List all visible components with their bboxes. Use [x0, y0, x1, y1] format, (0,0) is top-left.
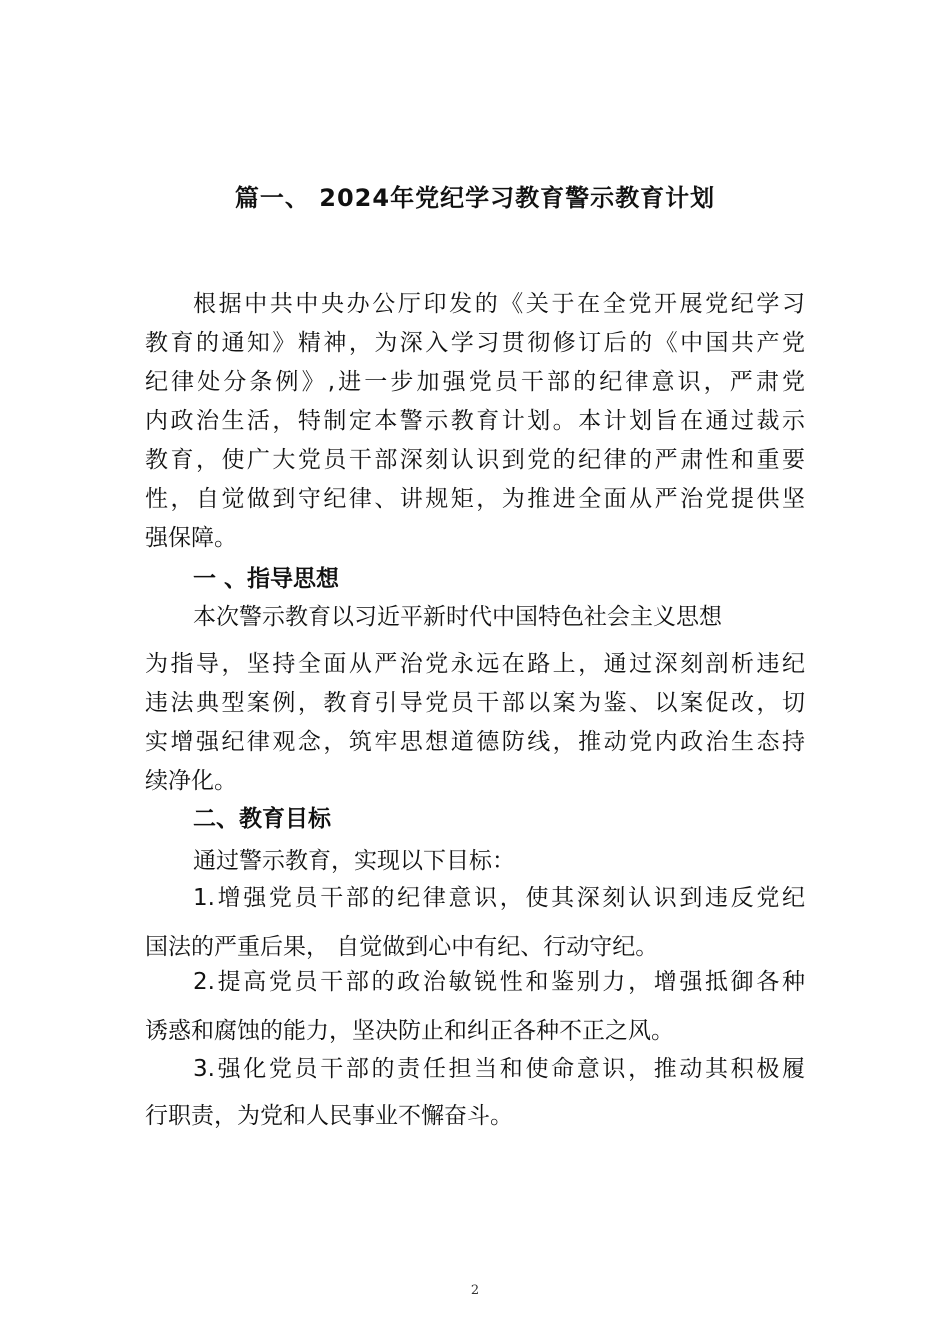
intro-line: 内政治生活，特制定本警示教育计划。本计划旨在通过裁示	[145, 408, 805, 434]
intro-line: 根据中共中央办公厅印发的《关于在全党开展党纪学习	[193, 291, 805, 317]
goal-item-2-cont: 诱惑和腐蚀的能力，坚决防止和纠正各种不正之风。	[145, 1018, 674, 1044]
intro-line: 教育的通知》精神，为深入学习贯彻修订后的《中国共产党	[145, 330, 805, 356]
section1-line: 违法典型案例，教育引导党员干部以案为鉴、以案促改，切	[145, 690, 805, 716]
section1-line: 续净化。	[145, 768, 237, 794]
goal-item-1: 1.增强党员干部的纪律意识，使其深刻认识到违反党纪	[193, 885, 805, 911]
intro-line: 教育，使广大党员干部深刻认识到党的纪律的严肃性和重要	[145, 447, 805, 473]
goal-item-2: 2.提高党员干部的政治敏锐性和鉴别力，增强抵御各种	[193, 969, 805, 995]
section1-line: 为指导，坚持全面从严治党永远在路上，通过深刻剖析违纪	[145, 651, 805, 677]
section-heading-guiding-ideology: 一 、指导思想	[193, 566, 340, 592]
goal-item-3-cont: 行职责，为党和人民事业不懈奋斗。	[145, 1103, 513, 1129]
section-heading-education-goals: 二、教育目标	[193, 806, 331, 832]
intro-line: 强保障。	[145, 525, 237, 551]
section1-line: 本次警示教育以习近平新时代中国特色社会主义思想	[193, 604, 722, 630]
intro-line: 性，自觉做到守纪律、讲规矩，为推进全面从严治党提供坚	[145, 486, 805, 512]
goal-item-1-cont: 国法的严重后果， 自觉做到心中有纪、行动守纪。	[145, 934, 659, 960]
intro-line: 纪律处分条例》,进一步加强党员干部的纪律意识，严肃党	[145, 369, 805, 395]
section2-line: 通过警示教育，实现以下目标：	[193, 848, 515, 874]
page-number: 2	[470, 1283, 480, 1298]
goal-item-3: 3.强化党员干部的责任担当和使命意识，推动其积极履	[193, 1056, 805, 1082]
document-title: 篇一、 2024年党纪学习教育警示教育计划	[234, 184, 716, 212]
section1-line: 实增强纪律观念，筑牢思想道德防线，推动党内政治生态持	[145, 729, 805, 755]
